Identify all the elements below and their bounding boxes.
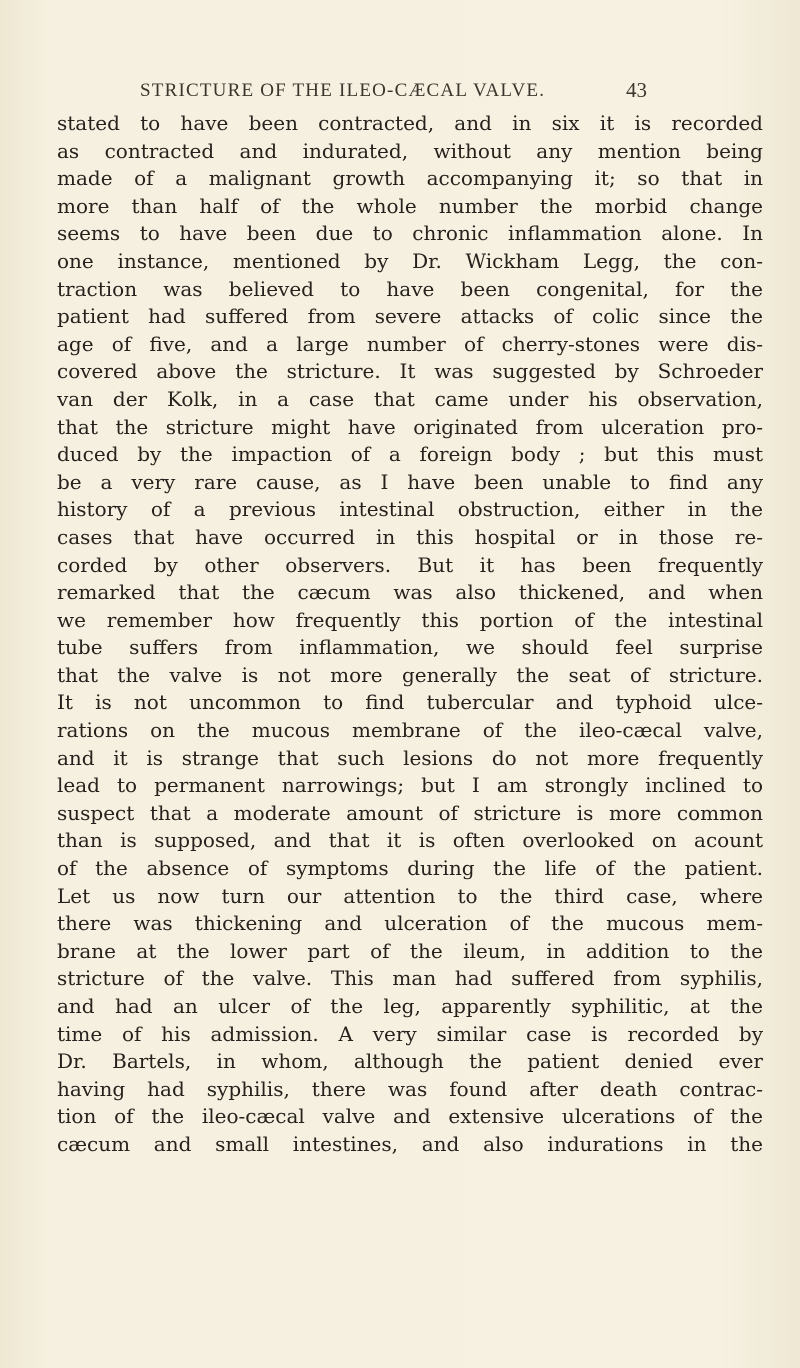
text-line: there was thickening and ulceration of the mucous mem- — [57, 911, 763, 936]
text-line: seems to have been due to chronic inflammation alone. In — [57, 221, 763, 246]
text-line: history of a previous intestinal obstruction, either in the — [57, 497, 763, 522]
text-line: stated to have been contracted, and in six it is recorded — [57, 111, 763, 135]
text-line: Dr. Bartels, in whom, although the patient denied ever — [57, 1049, 763, 1074]
text-line: cases that have occurred in this hospital or in those re- — [57, 524, 763, 549]
text-line: time of his admission. A very similar case is recorded by — [57, 1021, 763, 1046]
text-line: suspect that a moderate amount of stricture is more common — [57, 800, 763, 825]
text-line: duced by the impaction of a foreign body ; but this must — [57, 442, 763, 467]
text-line: as contracted and indurated, without any mention being — [57, 138, 763, 163]
text-line: patient had suffered from severe attacks of colic since the — [57, 304, 763, 329]
running-head: STRICTURE OF THE ILEO-CÆCAL VALVE. — [140, 80, 546, 101]
text-line: and had an ulcer of the leg, apparently syphilitic, at the — [57, 994, 763, 1018]
text-line: stricture of the valve. This man had suffered from syphilis, — [57, 966, 763, 991]
text-line: we remember how frequently this portion of the intestinal — [57, 607, 763, 632]
text-line: brane at the lower part of the ileum, in addition to the — [57, 938, 763, 963]
body-text — [57, 110, 763, 1159]
text-line: covered above the stricture. It was suggested by Schroeder — [57, 359, 763, 384]
text-line: corded by other observers. But it has been frequently — [57, 552, 763, 577]
text-line: It is not uncommon to find tubercular and typhoid ulce- — [57, 690, 763, 715]
text-line: having had syphilis, there was found after death contrac- — [57, 1076, 763, 1101]
page-number: 43 — [626, 78, 647, 102]
text-line: age of five, and a large number of cherry-stones were dis- — [57, 331, 763, 356]
text-line: lead to permanent narrowings; but I am strongly inclined to — [57, 773, 763, 798]
text-line: that the valve is not more generally the seat of stricture. — [57, 662, 763, 687]
text-line: and it is strange that such lesions do not more frequently — [57, 745, 763, 770]
text-line: one instance, mentioned by Dr. Wickham Legg, the con- — [57, 248, 763, 273]
text-line: tion of the ileo-cæcal valve and extensive ulcerations of the — [57, 1104, 763, 1129]
text-line: tube suffers from inflammation, we should feel surprise — [57, 635, 763, 660]
text-line: remarked that the cæcum was also thickened, and when — [57, 580, 763, 605]
text-line: cæcum and small intestines, and also indurations in the — [57, 1131, 763, 1156]
text-line: van der Kolk, in a case that came under his observation, — [57, 386, 763, 411]
text-line: traction was believed to have been congenital, for the — [57, 276, 763, 301]
text-line: be a very rare cause, as I have been unable to find any — [57, 469, 763, 494]
text-line: that the stricture might have originated from ulceration pro- — [57, 414, 763, 439]
text-line: Let us now turn our attention to the third case, where — [57, 883, 763, 908]
text-line: than is supposed, and that it is often overlooked on acount — [57, 828, 763, 853]
text-line: more than half of the whole number the morbid change — [57, 193, 763, 218]
text-line: made of a malignant growth accompanying it; so that in — [57, 166, 763, 191]
text-line: of the absence of symptoms during the life of the patient. — [57, 856, 763, 881]
text-line: rations on the mucous membrane of the ileo-cæcal valve, — [57, 718, 763, 743]
